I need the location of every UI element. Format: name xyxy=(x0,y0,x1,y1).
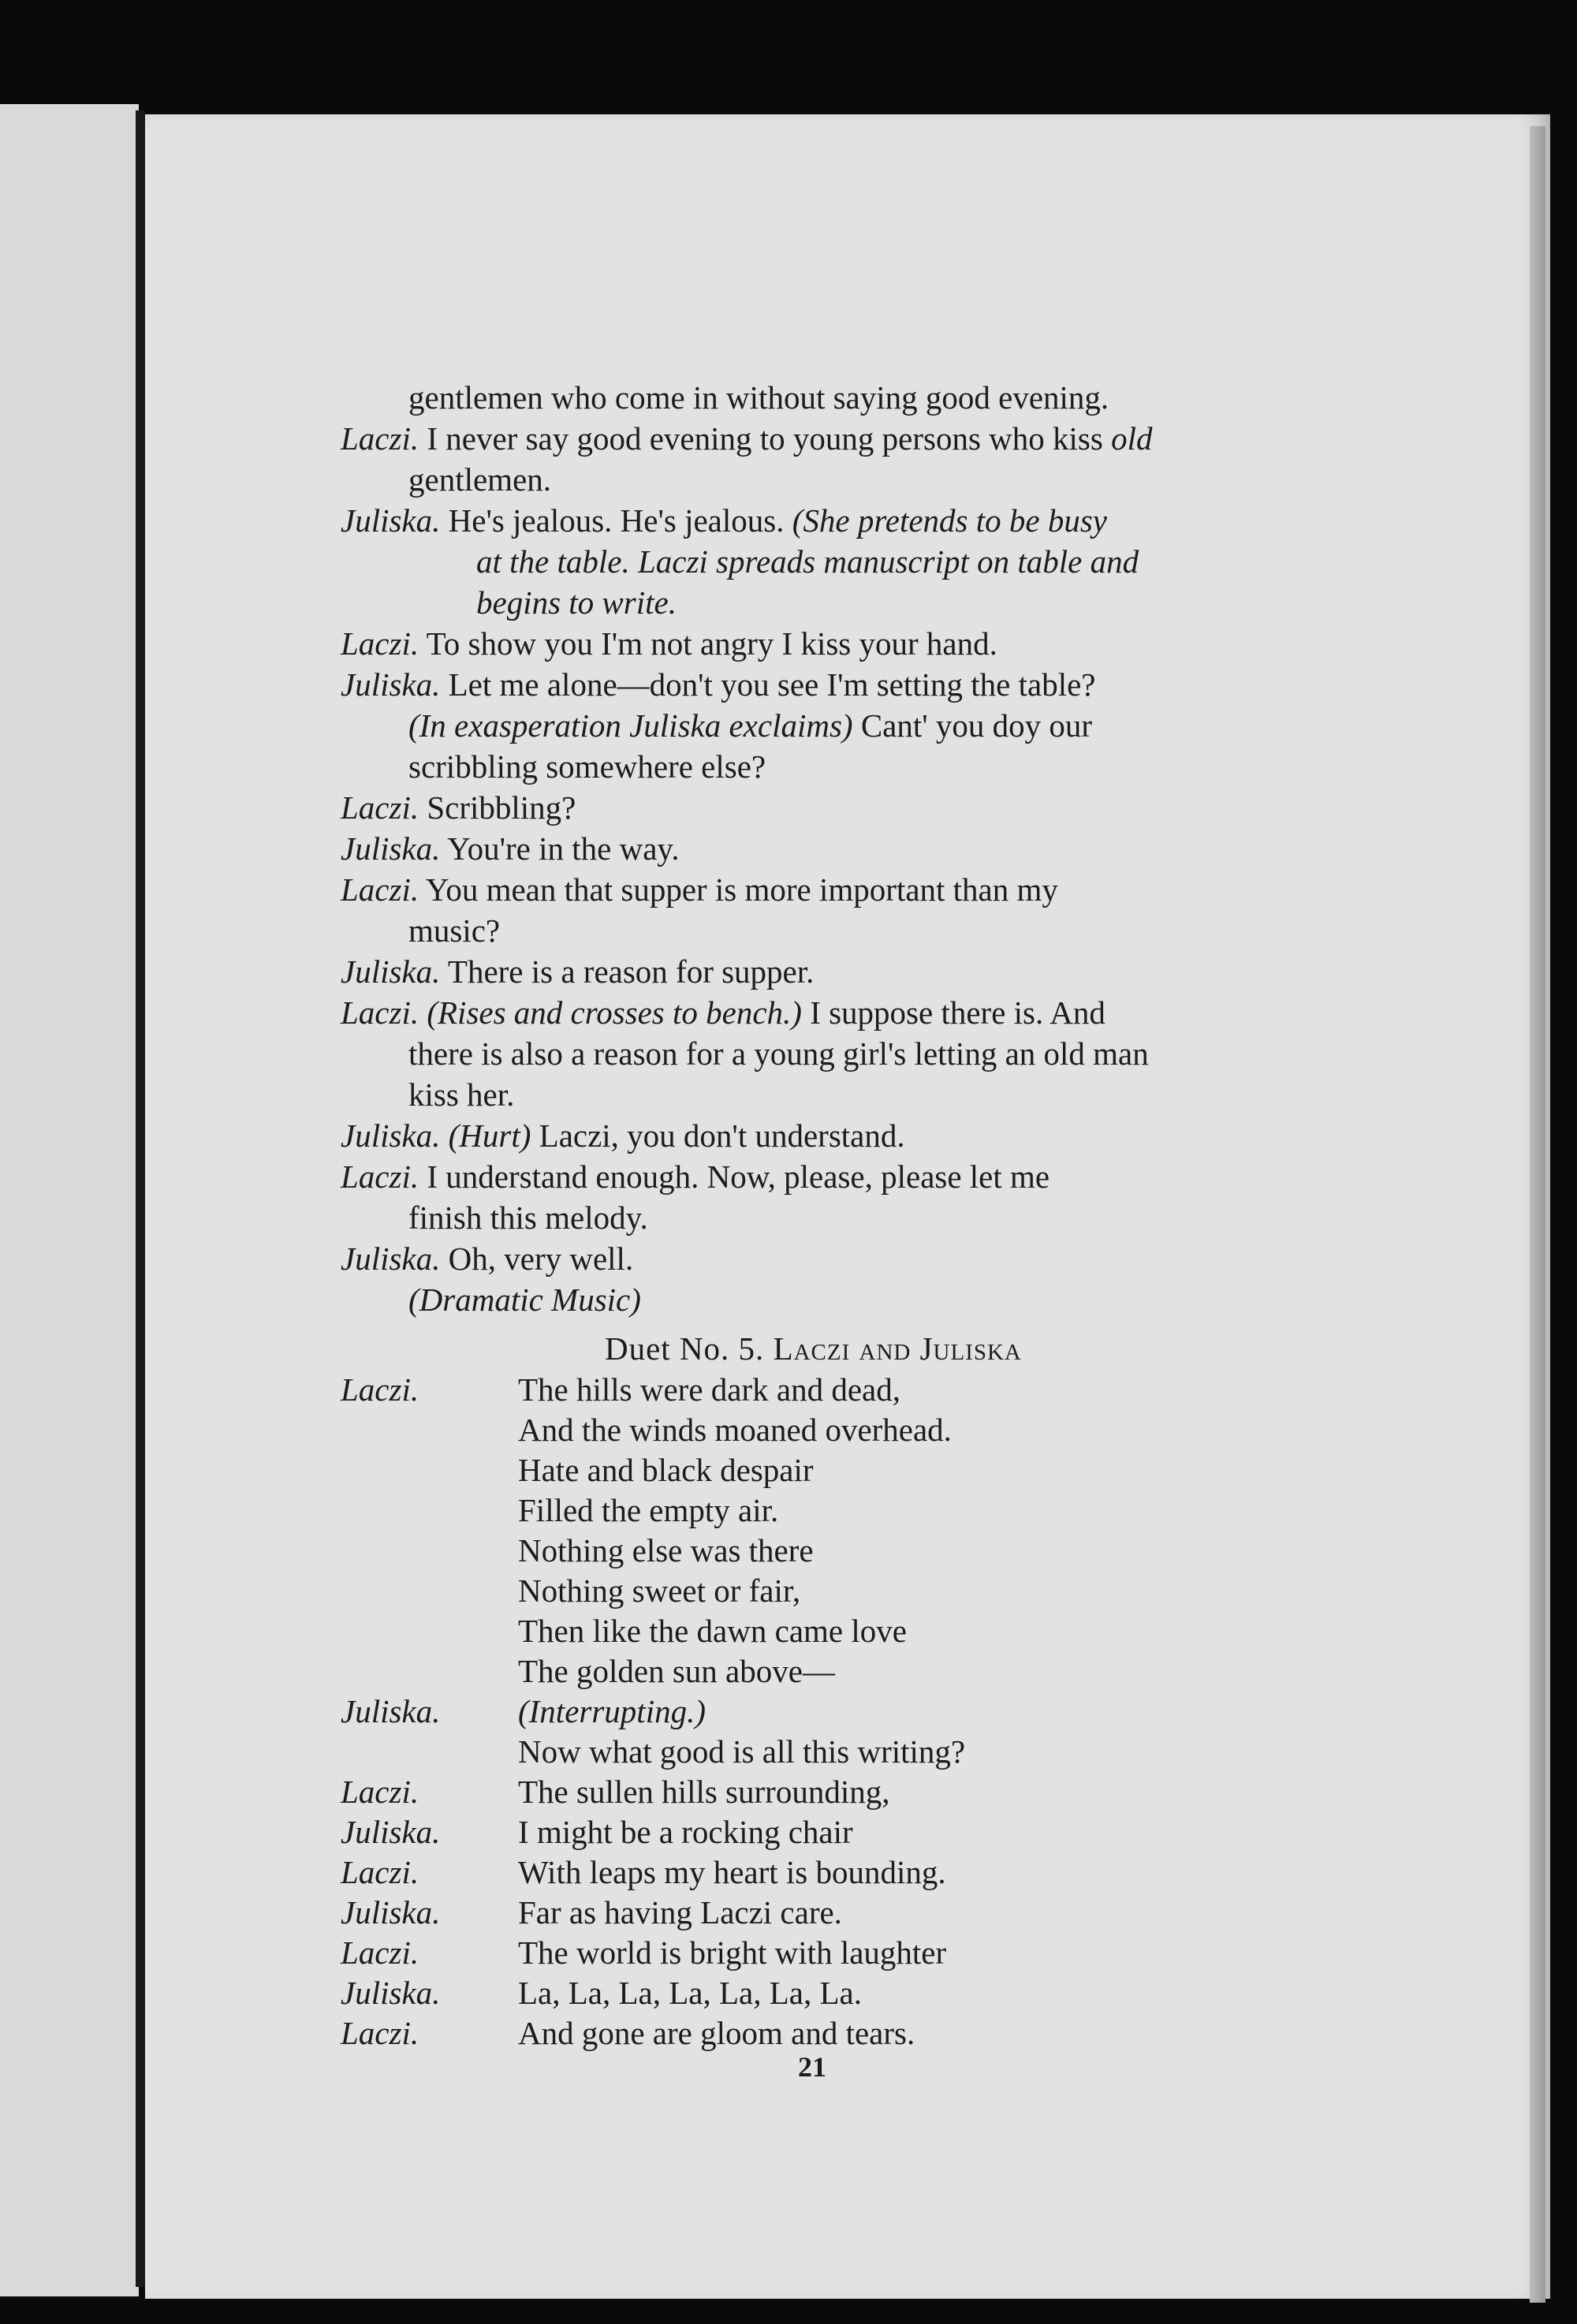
page-edge-shadow xyxy=(1530,126,1545,2303)
speech-text: To show you I'm not angry I kiss your hand. xyxy=(419,625,997,662)
continuation-line xyxy=(341,459,1326,500)
speech-text: Laczi, you don't understand. xyxy=(531,1117,905,1154)
song-line xyxy=(341,1852,1326,1892)
verse-text: Then like the dawn came love xyxy=(518,1613,907,1649)
speech-line xyxy=(341,623,1326,664)
singer-name: Juliska. xyxy=(341,1814,441,1850)
speaker-name: Juliska. xyxy=(341,953,441,990)
stage-direction: (In exasperation Juliska exclaims) xyxy=(408,707,853,744)
speech-text: He's jealous. He's jealous. xyxy=(440,502,792,539)
verse-text: The world is bright with laughter xyxy=(518,1934,947,1971)
song-line xyxy=(341,1409,1326,1449)
singer-name: Laczi. xyxy=(341,1371,419,1408)
speech-line xyxy=(341,500,1326,541)
speaker-name: Juliska. xyxy=(341,666,441,703)
singer-name xyxy=(341,1731,518,1771)
stage-direction: at the table. Laczi spreads manuscript on table and xyxy=(476,543,1139,580)
singer-name: Juliska. xyxy=(341,1975,441,2011)
stage-direction-line xyxy=(341,541,1326,582)
speech-line xyxy=(341,869,1326,910)
speech-emphasis: old xyxy=(1111,420,1153,457)
page-number: 21 xyxy=(798,2051,826,2083)
continuation-line xyxy=(341,746,1326,787)
verse-text: Nothing else was there xyxy=(518,1532,814,1569)
speech-text: Oh, very well. xyxy=(440,1240,634,1277)
song-line xyxy=(341,1972,1326,2013)
stage-direction-line xyxy=(341,582,1326,623)
speech-text: There is a reason for supper. xyxy=(440,953,815,990)
speech-line xyxy=(341,787,1326,828)
song-line xyxy=(341,1610,1326,1651)
speech-text: I understand enough. Now, please, please let me xyxy=(419,1158,1050,1195)
verse-text: Now what good is all this writing? xyxy=(518,1733,966,1770)
song-line xyxy=(341,1811,1326,1852)
song-line xyxy=(341,1490,1326,1530)
speaker-name: Laczi. xyxy=(341,871,419,908)
speech-text: gentlemen who come in without saying good evening. xyxy=(408,379,1109,416)
speech-line xyxy=(341,1156,1326,1197)
page-text xyxy=(341,377,1326,2053)
verse-text: Nothing sweet or fair, xyxy=(518,1572,801,1609)
singer-name: Laczi. xyxy=(341,2015,419,2051)
verse-text: Far as having Laczi care. xyxy=(518,1894,842,1930)
stage-direction: (Hurt) xyxy=(440,1117,531,1154)
singer-name xyxy=(341,1490,518,1530)
verse-text: I might be a rocking chair xyxy=(518,1814,853,1850)
singer-name: Laczi. xyxy=(341,1774,419,1810)
speech-text: I never say good evening to young persons who kiss xyxy=(419,420,1112,457)
speech-text: Scribbling? xyxy=(419,789,576,826)
speaker-name: Juliska. xyxy=(341,1240,441,1277)
speaker-name: Laczi. xyxy=(341,625,419,662)
speech-text: music? xyxy=(408,912,501,949)
verse-text: (Interrupting.) xyxy=(518,1693,706,1729)
song-line xyxy=(341,1691,1326,1731)
song-lyrics xyxy=(341,1369,1326,2053)
speaker-name: Laczi. xyxy=(341,420,419,457)
song-line xyxy=(341,1932,1326,1972)
speech-text: kiss her. xyxy=(408,1076,515,1113)
singer-name xyxy=(341,1530,518,1570)
speech-line xyxy=(341,992,1326,1033)
verse-text: And gone are gloom and tears. xyxy=(518,2015,915,2051)
speech-text: Let me alone—don't you see I'm setting the table? xyxy=(440,666,1096,703)
verse-text: Filled the empty air. xyxy=(518,1492,779,1528)
book-binding xyxy=(136,110,145,2287)
speech-line xyxy=(341,1238,1326,1279)
speaker-name: Laczi. xyxy=(341,789,419,826)
song-line xyxy=(341,1771,1326,1811)
continuation-line xyxy=(341,377,1326,418)
duet-title: Laczi and Juliska xyxy=(773,1330,1022,1367)
continuation-line xyxy=(341,910,1326,951)
previous-page-edge xyxy=(0,104,139,2296)
singer-name xyxy=(341,1409,518,1449)
mixed-line xyxy=(341,705,1326,746)
verse-text: La, La, La, La, La, La, La. xyxy=(518,1975,862,2011)
dialogue-block xyxy=(341,377,1326,1320)
singer-name xyxy=(341,1610,518,1651)
speaker-name: Juliska. xyxy=(341,830,441,867)
song-line xyxy=(341,1369,1326,1409)
song-line xyxy=(341,1731,1326,1771)
singer-name: Laczi. xyxy=(341,1854,419,1890)
singer-name xyxy=(341,1651,518,1691)
stage-direction: (Dramatic Music) xyxy=(408,1281,641,1318)
singer-name: Laczi. xyxy=(341,1934,419,1971)
stage-direction-line xyxy=(341,1279,1326,1320)
speech-line xyxy=(341,418,1326,459)
song-line xyxy=(341,1651,1326,1691)
speaker-name: Juliska. xyxy=(341,502,441,539)
singer-name: Juliska. xyxy=(341,1693,441,1729)
singer-name xyxy=(341,1449,518,1490)
duet-heading xyxy=(341,1328,1326,1369)
speaker-name: Juliska. xyxy=(341,1117,441,1154)
speech-text: You're in the way. xyxy=(440,830,680,867)
speech-line xyxy=(341,1115,1326,1156)
speech-line xyxy=(341,828,1326,869)
verse-text: The hills were dark and dead, xyxy=(518,1371,900,1408)
song-line xyxy=(341,1449,1326,1490)
verse-text: The sullen hills surrounding, xyxy=(518,1774,890,1810)
singer-name: Juliska. xyxy=(341,1894,441,1930)
song-line xyxy=(341,2013,1326,2053)
speech-text: Cant' you doy our xyxy=(852,707,1093,744)
verse-text: With leaps my heart is bounding. xyxy=(518,1854,946,1890)
continuation-line xyxy=(341,1074,1326,1115)
song-line xyxy=(341,1530,1326,1570)
speech-text: there is also a reason for a young girl's letting an old man xyxy=(408,1035,1149,1072)
speaker-name: Laczi. xyxy=(341,994,419,1031)
continuation-line xyxy=(341,1033,1326,1074)
speech-text: You mean that supper is more important than my xyxy=(419,871,1058,908)
speech-line xyxy=(341,951,1326,992)
speech-text: finish this melody. xyxy=(408,1199,648,1236)
verse-text: And the winds moaned overhead. xyxy=(518,1412,952,1448)
stage-direction: (She pretends to be busy xyxy=(792,502,1107,539)
song-line xyxy=(341,1892,1326,1932)
speaker-name: Laczi. xyxy=(341,1158,419,1195)
singer-name xyxy=(341,1570,518,1610)
verse-text: The golden sun above— xyxy=(518,1653,835,1689)
speech-text: I suppose there is. And xyxy=(801,994,1105,1031)
stage-direction: begins to write. xyxy=(476,584,677,621)
verse-text: Hate and black despair xyxy=(518,1452,814,1488)
duet-number: Duet No. 5. xyxy=(605,1330,765,1367)
speech-line xyxy=(341,664,1326,705)
continuation-line xyxy=(341,1197,1326,1238)
song-line xyxy=(341,1570,1326,1610)
stage-direction: (Rises and crosses to bench.) xyxy=(419,994,802,1031)
speech-text: gentlemen. xyxy=(408,461,552,498)
speech-text: scribbling somewhere else? xyxy=(408,748,766,785)
